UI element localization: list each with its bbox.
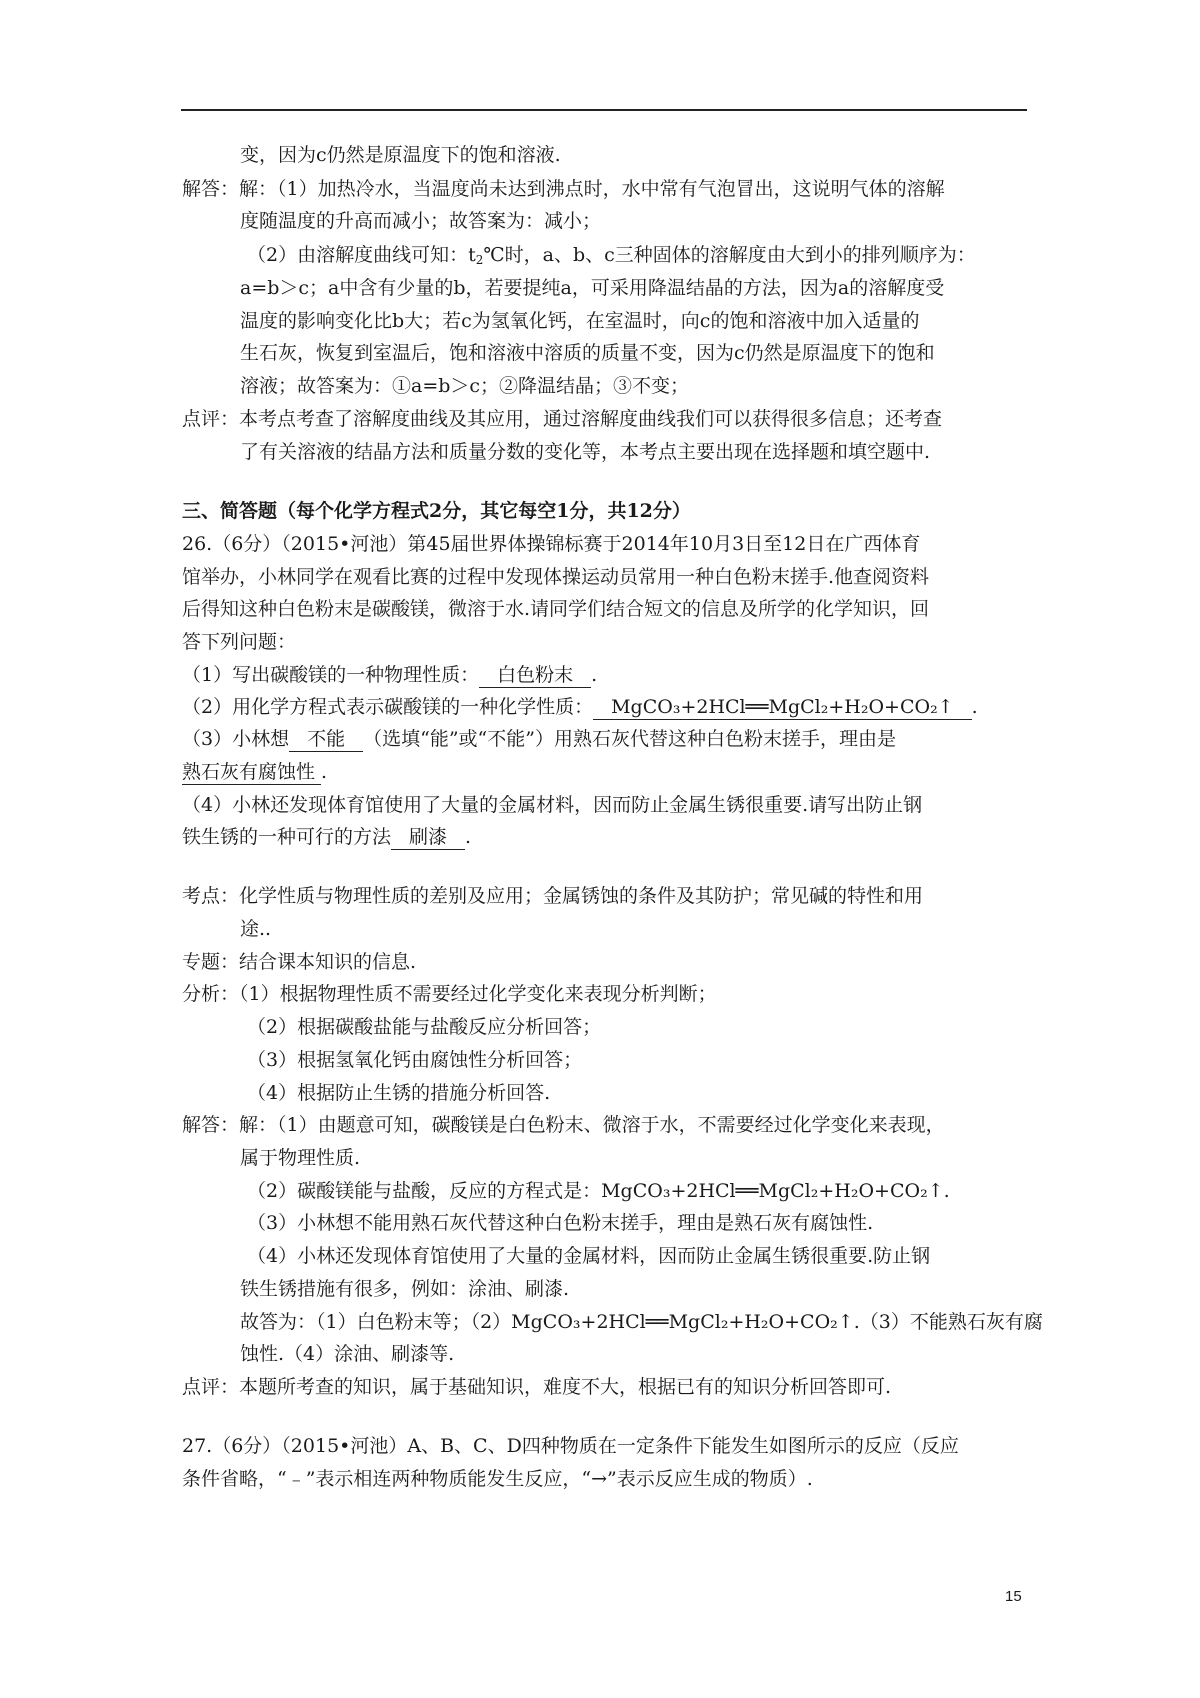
question-26-part-3: （3）小林想 不能 （选填“能”或“不能”）用熟石灰代替这种白色粉末搓手，理由是 <box>182 728 896 750</box>
header-rule <box>181 109 1027 111</box>
answer-blank: MgCO₃+2HCl══MgCl₂+H₂O+CO₂↑ <box>593 695 972 720</box>
text-line: 变，因为c仍然是原温度下的饱和溶液. <box>240 144 561 166</box>
text-line: 度随温度的升高而减小；故答案为：减小； <box>240 210 602 232</box>
answer-blank: 不能 <box>289 727 363 752</box>
question-26-stem: 答下列问题： <box>182 631 297 653</box>
text-line: 铁生锈措施有很多，例如：涂油、刷漆. <box>240 1278 570 1300</box>
page-number: 15 <box>1005 1588 1022 1605</box>
answer-blank: 刷漆 <box>391 825 465 850</box>
question-26-part-3-cont: 熟石灰有腐蚀性 . <box>182 761 328 783</box>
text-line: 蚀性.（4）涂油、刷漆等. <box>240 1343 455 1365</box>
question-26-part-4: （4）小林还发现体育馆使用了大量的金属材料，因而防止金属生锈很重要.请写出防止钢 <box>182 794 923 816</box>
question-26-part-2: （2）用化学方程式表示碳酸镁的一种化学性质： MgCO₃+2HCl══MgCl₂+H₂O+CO₂↑ . <box>182 696 978 718</box>
final-answer-line: 故答为：（1）白色粉末等；（2）MgCO₃+2HCl══MgCl₂+H₂O+CO₂↑.（3）不能熟石灰有腐 <box>240 1311 1043 1333</box>
analysis-line: （4）根据防止生锈的措施分析回答. <box>247 1082 551 1104</box>
key-point-line: 考点：化学性质与物理性质的差别及应用；金属锈蚀的条件及其防护；常见碱的特性和用 <box>182 885 924 907</box>
topic-line: 专题：结合课本知识的信息. <box>182 951 417 973</box>
answer-line: （2）碳酸镁能与盐酸，反应的方程式是：MgCO₃+2HCl══MgCl₂+H₂O+CO₂↑. <box>247 1180 950 1202</box>
question-26-stem: 馆举办，小林同学在观看比赛的过程中发现体操运动员常用一种白色粉末搓手.他查阅资料 <box>182 566 930 588</box>
text-line: 溶液；故答案为：①a=b＞c；②降温结晶；③不变； <box>240 375 690 397</box>
question-27-stem: 27.（6分）（2015•河池）A、B、C、D四种物质在一定条件下能发生如图所示的反应（反应 <box>182 1435 959 1457</box>
question-27-stem: 条件省略，“﹣”表示相连两种物质能发生反应，“→”表示反应生成的物质）. <box>182 1468 813 1490</box>
question-26-part-4-cont: 铁生锈的一种可行的方法 刷漆 . <box>182 826 472 848</box>
text-line: 途.. <box>240 918 272 940</box>
analysis-line: （2）根据碳酸盐能与盐酸反应分析回答； <box>247 1016 602 1038</box>
comment-line: 点评：本题所考查的知识，属于基础知识，难度不大，根据已有的知识分析回答即可. <box>182 1376 892 1398</box>
section-heading: 三、简答题（每个化学方程式2分，其它每空1分，共12分） <box>182 500 691 522</box>
text-line: 温度的影响变化比b大；若c为氢氧化钙，在室温时，向c的饱和溶液中加入适量的 <box>240 310 920 332</box>
text-line: a=b＞c；a中含有少量的b，若要提纯a，可采用降温结晶的方法，因为a的溶解度受 <box>240 277 945 299</box>
answer-line: （3）小林想不能用熟石灰代替这种白色粉末搓手，理由是熟石灰有腐蚀性. <box>247 1212 874 1234</box>
text-line: 属于物理性质. <box>240 1147 361 1169</box>
text-line: （2）由溶解度曲线可知：$t_2℃$时，a、b、c三种固体的溶解度由大到小的排列顺序为： <box>247 244 976 267</box>
question-26-part-1: （1）写出碳酸镁的一种物理性质： 白色粉末 . <box>182 664 598 686</box>
analysis-line: 分析：（1）根据物理性质不需要经过化学变化来表现分析判断； <box>182 983 717 1005</box>
answer-line: 解答：解：（1）由题意可知，碳酸镁是白色粉末、微溶于水，不需要经过化学变化来表现， <box>182 1114 945 1136</box>
answer-line: （4）小林还发现体育馆使用了大量的金属材料，因而防止金属生锈很重要.防止钢 <box>247 1245 931 1267</box>
comment-line: 点评：本考点考查了溶解度曲线及其应用，通过溶解度曲线我们可以获得很多信息；还考查 <box>182 408 943 430</box>
answer-blank: 白色粉末 <box>479 663 591 688</box>
text-line: 生石灰，恢复到室温后，饱和溶液中溶质的质量不变，因为c仍然是原温度下的饱和 <box>240 342 935 364</box>
analysis-line: （3）根据氢氧化钙由腐蚀性分析回答； <box>247 1049 583 1071</box>
answer-blank: 熟石灰有腐蚀性 <box>182 760 321 785</box>
answer-line: 解答：解：（1）加热冷水，当温度尚未达到沸点时，水中常有气泡冒出，这说明气体的溶解 <box>182 178 945 200</box>
text-line: 了有关溶液的结晶方法和质量分数的变化等，本考点主要出现在选择题和填空题中. <box>240 441 931 463</box>
question-26-stem: 后得知这种白色粉末是碳酸镁，微溶于水.请同学们结合短文的信息及所学的化学知识，回 <box>182 598 930 620</box>
question-26-stem: 26.（6分）（2015•河池）第45届世界体操锦标赛于2014年10月3日至12日在广西体育 <box>182 533 921 555</box>
